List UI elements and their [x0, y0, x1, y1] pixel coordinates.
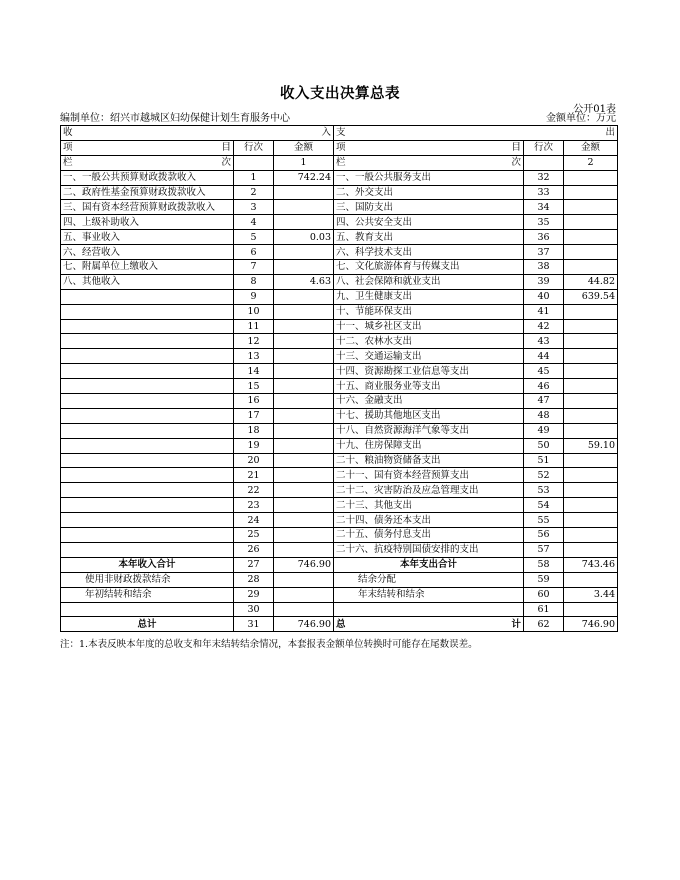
income-amount [274, 602, 334, 617]
expense-rownum: 43 [524, 334, 564, 349]
income-item [61, 394, 234, 409]
income-amount [274, 528, 334, 543]
expense-rownum: 46 [524, 379, 564, 394]
income-header-left: 收 [63, 127, 73, 139]
income-rownum: 25 [234, 528, 274, 543]
income-amount [274, 260, 334, 275]
expense-amount [564, 334, 618, 349]
income-amount [274, 513, 334, 528]
table-row [61, 170, 618, 185]
income-amount [274, 468, 334, 483]
expense-amount: 3.44 [564, 587, 618, 602]
expense-rownum: 52 [524, 468, 564, 483]
grand-total-income-label: 总计 [61, 617, 234, 632]
expense-rownum: 40 [524, 289, 564, 304]
income-item [61, 528, 234, 543]
year-income-total-rownum: 27 [234, 557, 274, 572]
table-row [61, 245, 618, 260]
income-item [61, 408, 234, 423]
col-left: 栏 [63, 157, 73, 169]
year-total-row [61, 557, 618, 572]
expense-rownum: 61 [524, 602, 564, 617]
expense-rownum: 57 [524, 542, 564, 557]
expense-amount [564, 468, 618, 483]
expense-item: 十二、农林水支出 [334, 334, 524, 349]
income-amount [274, 319, 334, 334]
expense-rownum: 33 [524, 185, 564, 200]
table-row [61, 364, 618, 379]
grand-total-expense-amount: 746.90 [564, 617, 618, 632]
income-item: 八、其他收入 [61, 274, 234, 289]
table-row [61, 438, 618, 453]
income-rownum: 9 [234, 289, 274, 304]
expense-header [334, 126, 618, 141]
expense-rownum: 50 [524, 438, 564, 453]
income-amount-header: 金额 [274, 140, 334, 155]
income-item [61, 542, 234, 557]
expense-amount [564, 483, 618, 498]
income-rownum: 26 [234, 542, 274, 557]
expense-rownum: 32 [524, 170, 564, 185]
table-row [61, 587, 618, 602]
expense-item: 二十二、灾害防治及应急管理支出 [334, 483, 524, 498]
expense-item: 二十、粮油物资储备支出 [334, 453, 524, 468]
expense-item: 十八、自然资源海洋气象等支出 [334, 423, 524, 438]
expense-amount [564, 572, 618, 587]
page-title: 收入支出决算总表 [280, 86, 400, 102]
income-item [61, 304, 234, 319]
table-row [61, 483, 618, 498]
expense-rownum: 54 [524, 498, 564, 513]
unit-label: 金额单位：万元 [546, 113, 616, 124]
expense-amount [564, 423, 618, 438]
table-body [61, 126, 618, 632]
expense-item: 结余分配 [334, 572, 524, 587]
table-row [61, 513, 618, 528]
expense-item: 十六、金融支出 [334, 394, 524, 409]
expense-item: 年末结转和结余 [334, 587, 524, 602]
income-rownum: 6 [234, 245, 274, 260]
year-income-total-label: 本年收入合计 [61, 557, 234, 572]
col-left: 栏 [336, 157, 346, 169]
income-item: 年初结转和结余 [61, 587, 234, 602]
income-rownum: 23 [234, 498, 274, 513]
expense-rownum-header: 行次 [524, 140, 564, 155]
grand-total-expense-rownum: 62 [524, 617, 564, 632]
table-row [61, 260, 618, 275]
expense-rownum: 42 [524, 319, 564, 334]
income-header-right: 入 [321, 127, 332, 139]
income-item: 六、经营收入 [61, 245, 234, 260]
expense-item: 四、公共安全支出 [334, 215, 524, 230]
blank-cell [524, 155, 564, 170]
expense-rownum: 56 [524, 528, 564, 543]
income-item [61, 453, 234, 468]
expense-item: 八、社会保障和就业支出 [334, 274, 524, 289]
header-row-colnum [61, 155, 618, 170]
table-row [61, 379, 618, 394]
income-item [61, 379, 234, 394]
income-rownum: 24 [234, 513, 274, 528]
income-item [61, 364, 234, 379]
expense-amount [564, 230, 618, 245]
income-rownum: 30 [234, 602, 274, 617]
income-rownum: 16 [234, 394, 274, 409]
expense-item: 二十六、抗疫特别国债安排的支出 [334, 542, 524, 557]
expense-item: 十九、住房保障支出 [334, 438, 524, 453]
income-amount [274, 453, 334, 468]
expense-item: 九、卫生健康支出 [334, 289, 524, 304]
income-rownum: 19 [234, 438, 274, 453]
income-amount [274, 438, 334, 453]
expense-item: 七、文化旅游体育与传媒支出 [334, 260, 524, 275]
table-row [61, 408, 618, 423]
income-amount [274, 200, 334, 215]
expense-item: 二十五、债务付息支出 [334, 528, 524, 543]
income-rownum: 21 [234, 468, 274, 483]
item-right: 目 [221, 142, 231, 154]
expense-amount [564, 379, 618, 394]
income-rownum: 22 [234, 483, 274, 498]
table-row [61, 602, 618, 617]
grand-total-expense-right: 计 [511, 618, 522, 630]
income-amount: 4.63 [274, 274, 334, 289]
income-amount [274, 587, 334, 602]
income-rownum: 8 [234, 274, 274, 289]
year-expense-total-amount: 743.46 [564, 557, 618, 572]
income-amount [274, 215, 334, 230]
income-rownum: 28 [234, 572, 274, 587]
footnote: 注：1.本表反映本年度的总收支和年末结转结余情况，本套报表金额单位转换时可能存在尾数误差。 [60, 639, 478, 650]
org-label: 编制单位：绍兴市越城区妇幼保健计划生育服务中心 [60, 113, 290, 124]
income-item: 七、附属单位上缴收入 [61, 260, 234, 275]
expense-amount [564, 200, 618, 215]
expense-amount [564, 602, 618, 617]
income-amount [274, 289, 334, 304]
income-amount [274, 334, 334, 349]
expense-amount [564, 215, 618, 230]
table-row [61, 453, 618, 468]
income-rownum: 17 [234, 408, 274, 423]
expense-rownum: 49 [524, 423, 564, 438]
income-rownum: 20 [234, 453, 274, 468]
expense-amount [564, 364, 618, 379]
income-item [61, 349, 234, 364]
table-row [61, 334, 618, 349]
expense-amount [564, 319, 618, 334]
income-amount [274, 408, 334, 423]
expense-item: 五、教育支出 [334, 230, 524, 245]
income-rownum: 2 [234, 185, 274, 200]
expense-rownum: 51 [524, 453, 564, 468]
income-item [61, 289, 234, 304]
expense-amount [564, 453, 618, 468]
expense-item [334, 602, 524, 617]
expense-item-header [334, 140, 524, 155]
table-row [61, 498, 618, 513]
income-rownum: 14 [234, 364, 274, 379]
income-rownum: 13 [234, 349, 274, 364]
expense-amount [564, 304, 618, 319]
income-rownum: 12 [234, 334, 274, 349]
income-amount [274, 185, 334, 200]
expense-rownum: 34 [524, 200, 564, 215]
table-row [61, 542, 618, 557]
income-item: 一、一般公共预算财政拨款收入 [61, 170, 234, 185]
income-rownum: 1 [234, 170, 274, 185]
expense-rownum: 41 [524, 304, 564, 319]
expense-amount-header: 金额 [564, 140, 618, 155]
expense-rownum: 48 [524, 408, 564, 423]
income-rownum: 15 [234, 379, 274, 394]
expense-rownum: 47 [524, 394, 564, 409]
income-amount [274, 483, 334, 498]
grand-total-expense-left: 总 [336, 618, 346, 630]
expense-rownum: 36 [524, 230, 564, 245]
income-amount: 742.24 [274, 170, 334, 185]
col-right: 次 [221, 157, 231, 169]
income-amount [274, 245, 334, 260]
income-amount [274, 349, 334, 364]
expense-item: 六、科学技术支出 [334, 245, 524, 260]
expense-rownum: 60 [524, 587, 564, 602]
income-rownum: 7 [234, 260, 274, 275]
table-row [61, 319, 618, 334]
income-amount [274, 304, 334, 319]
income-item [61, 513, 234, 528]
income-item-header [61, 140, 234, 155]
expense-rownum: 35 [524, 215, 564, 230]
income-item [61, 438, 234, 453]
table-row [61, 423, 618, 438]
income-rownum: 5 [234, 230, 274, 245]
expense-amount [564, 408, 618, 423]
income-rownum: 18 [234, 423, 274, 438]
expense-header-left: 支 [336, 127, 346, 139]
income-amount [274, 379, 334, 394]
income-col-header [61, 155, 234, 170]
expense-item: 十五、商业服务业等支出 [334, 379, 524, 394]
grand-total-row [61, 617, 618, 632]
expense-col-number: 2 [564, 155, 618, 170]
expense-amount [564, 349, 618, 364]
header-row-income-expense [61, 126, 618, 141]
income-item: 五、事业收入 [61, 230, 234, 245]
grand-total-income-rownum: 31 [234, 617, 274, 632]
grand-total-income-amount: 746.90 [274, 617, 334, 632]
income-item [61, 483, 234, 498]
income-amount: 0.03 [274, 230, 334, 245]
item-left: 项 [63, 142, 73, 154]
summary-table [60, 125, 618, 632]
income-rownum: 29 [234, 587, 274, 602]
income-item: 四、上级补助收入 [61, 215, 234, 230]
table-row [61, 349, 618, 364]
expense-rownum: 44 [524, 349, 564, 364]
income-header [61, 126, 334, 141]
col-right: 次 [511, 157, 522, 169]
year-expense-total-label: 本年支出合计 [334, 557, 524, 572]
form-code: 公开01表 [573, 104, 616, 115]
income-rownum: 3 [234, 200, 274, 215]
expense-item: 二十四、债务还本支出 [334, 513, 524, 528]
expense-amount: 639.54 [564, 289, 618, 304]
expense-item: 十七、援助其他地区支出 [334, 408, 524, 423]
table-row [61, 185, 618, 200]
income-amount [274, 394, 334, 409]
income-item [61, 498, 234, 513]
expense-rownum: 59 [524, 572, 564, 587]
year-income-total-amount: 746.90 [274, 557, 334, 572]
grand-total-expense-label [334, 617, 524, 632]
table-row [61, 468, 618, 483]
income-item: 二、政府性基金预算财政拨款收入 [61, 185, 234, 200]
expense-item: 十四、资源勘探工业信息等支出 [334, 364, 524, 379]
expense-amount [564, 498, 618, 513]
expense-rownum: 38 [524, 260, 564, 275]
table-row [61, 304, 618, 319]
expense-header-right: 出 [605, 127, 616, 139]
expense-amount [564, 528, 618, 543]
income-rownum-header: 行次 [234, 140, 274, 155]
expense-item: 二十三、其他支出 [334, 498, 524, 513]
income-item [61, 334, 234, 349]
expense-item: 三、国防支出 [334, 200, 524, 215]
income-amount [274, 364, 334, 379]
expense-item: 十一、城乡社区支出 [334, 319, 524, 334]
header-row-columns [61, 140, 618, 155]
expense-rownum: 45 [524, 364, 564, 379]
table-row [61, 215, 618, 230]
unit-row [60, 112, 616, 125]
income-amount [274, 572, 334, 587]
table-row [61, 289, 618, 304]
expense-amount: 44.82 [564, 274, 618, 289]
income-amount [274, 498, 334, 513]
table-row [61, 200, 618, 215]
income-rownum: 4 [234, 215, 274, 230]
income-item: 三、国有资本经营预算财政拨款收入 [61, 200, 234, 215]
income-amount [274, 542, 334, 557]
expense-amount: 59.10 [564, 438, 618, 453]
blank-cell [234, 155, 274, 170]
year-expense-total-rownum: 58 [524, 557, 564, 572]
expense-item: 一、一般公共服务支出 [334, 170, 524, 185]
income-item: 使用非财政拨款结余 [61, 572, 234, 587]
expense-amount [564, 513, 618, 528]
expense-amount [564, 170, 618, 185]
expense-amount [564, 394, 618, 409]
item-left: 项 [336, 142, 346, 154]
expense-rownum: 53 [524, 483, 564, 498]
table-row [61, 572, 618, 587]
expense-item: 二十一、国有资本经营预算支出 [334, 468, 524, 483]
table-row [61, 528, 618, 543]
expense-item: 二、外交支出 [334, 185, 524, 200]
income-rownum: 11 [234, 319, 274, 334]
expense-amount [564, 185, 618, 200]
income-rownum: 10 [234, 304, 274, 319]
expense-amount [564, 260, 618, 275]
income-item [61, 319, 234, 334]
table-row [61, 274, 618, 289]
expense-amount [564, 245, 618, 260]
expense-rownum: 55 [524, 513, 564, 528]
expense-item: 十三、交通运输支出 [334, 349, 524, 364]
table-row [61, 230, 618, 245]
expense-item: 十、节能环保支出 [334, 304, 524, 319]
income-item [61, 423, 234, 438]
expense-rownum: 39 [524, 274, 564, 289]
table-row [61, 394, 618, 409]
expense-rownum: 37 [524, 245, 564, 260]
income-item [61, 602, 234, 617]
income-item [61, 468, 234, 483]
income-amount [274, 423, 334, 438]
income-col-number: 1 [274, 155, 334, 170]
expense-col-header [334, 155, 524, 170]
item-right: 目 [511, 142, 522, 154]
expense-amount [564, 542, 618, 557]
